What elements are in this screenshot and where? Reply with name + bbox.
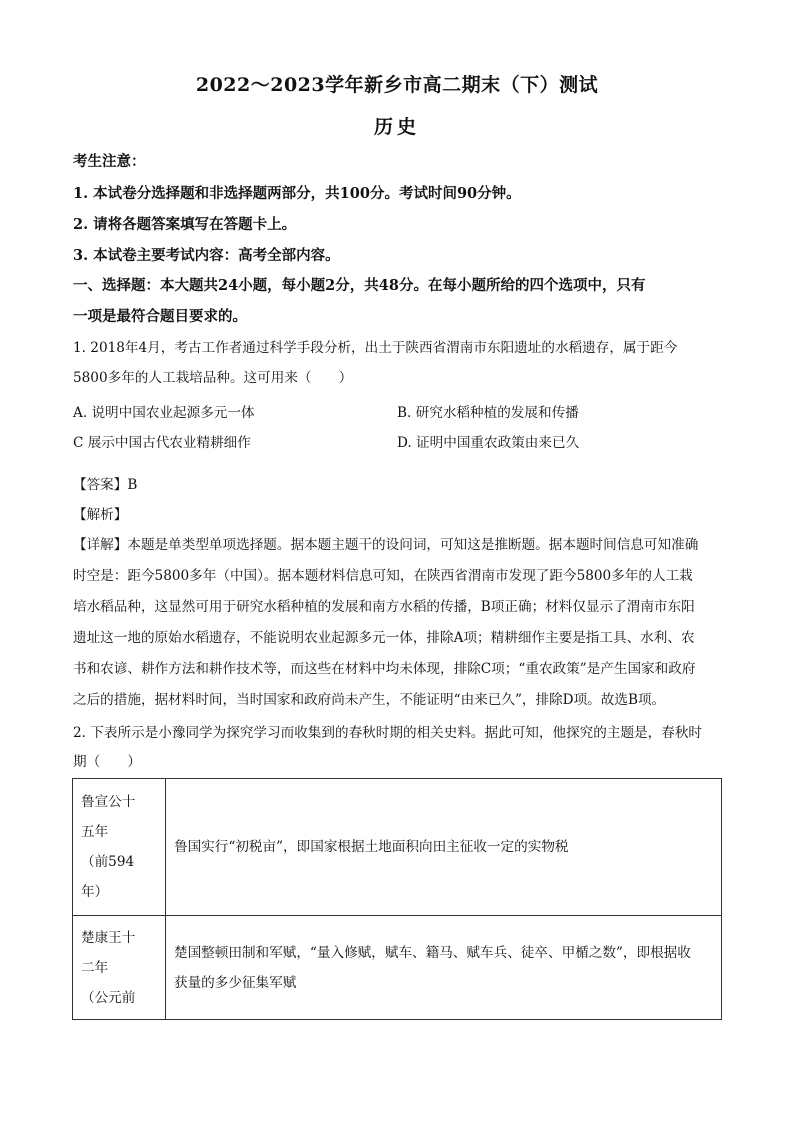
notice-heading: 考生注意： [73, 153, 146, 170]
notice-item-3: 3. 本试卷主要考试内容：高考全部内容。 [73, 247, 340, 264]
q2-stem-line-2: 期（ ） [73, 754, 141, 770]
time-line: 楚康王十 [81, 929, 136, 946]
table-row [73, 916, 722, 1020]
q1-option-b: B. 研究水稻种植的发展和传播 [397, 405, 579, 421]
table-time-cell [73, 779, 166, 916]
content-line: 楚国整顿田制和军赋，“量入修赋，赋车、籍马、赋车兵、徒卒、甲楯之数”，即根据收 [174, 944, 691, 961]
notice-item-2: 2. 请将各题答案填写在答题卡上。 [73, 216, 297, 233]
q1-option-d: D. 证明中国重农政策由来已久 [397, 435, 580, 451]
q1-option-a: A. 说明中国农业起源多元一体 [73, 405, 255, 421]
time-line: 鲁宣公十 [81, 794, 136, 810]
table-time-cell [73, 916, 166, 1020]
section-instructions-line-2: 一项是最符合题目要求的。 [73, 308, 247, 325]
time-line: 五年 [81, 824, 109, 840]
section-instructions-line-1: 一、选择题：本大题共24小题，每小题2分，共48分。在每小题所给的四个选项中，只有 [73, 277, 646, 294]
q1-detail-line-5: 书和农谚、耕作方法和耕作技术等，而这些在材料中均未体现，排除C项；“重农政策”是产生国家和政府 [73, 661, 696, 677]
table-content-cell [166, 916, 722, 1020]
q1-stem-line-1: 1. 2018年4月，考古工作者通过科学手段分析，出土于陕西省渭南市东阳遗址的水稻遗存，属于距今 [73, 340, 678, 356]
content-line: 获量的多少征集军赋 [174, 974, 297, 991]
time-line: 年） [81, 884, 109, 900]
q2-history-table [72, 778, 722, 1020]
subject-title: 历史 [373, 116, 420, 138]
q1-stem-line-2: 5800多年的人工栽培品种。这可用来（ ） [73, 370, 353, 386]
table-row [73, 779, 722, 916]
time-line: （公元前 [81, 989, 136, 1006]
q1-analysis-heading: 【解析】 [73, 507, 128, 523]
q1-detail-line-4: 遗址这一地的原始水稻遗存，不能说明农业起源多元一体，排除A项；精耕细作主要是指工具、水利、农 [73, 630, 695, 646]
q1-detail-line-3: 培水稻品种，这显然可用于研究水稻种植的发展和南方水稻的传播，B项正确；材料仅显示了渭南市东阳 [73, 599, 695, 615]
q1-option-c: C 展示中国古代农业精耕细作 [73, 435, 251, 451]
notice-item-1: 1. 本试卷分选择题和非选择题两部分，共100分。考试时间90分钟。 [73, 185, 521, 202]
content-line: 鲁国实行“初税亩”，即国家根据土地面积向田主征收一定的实物税 [174, 839, 569, 855]
time-line: 二年 [81, 959, 109, 976]
q1-detail-line-2: 时空是：距今5800多年（中国）。据本题材料信息可知，在陕西省渭南市发现了距今5800多年的人工栽 [73, 568, 693, 584]
table-content-cell [166, 779, 722, 916]
q1-detail-line-1: 【详解】本题是单类型单项选择题。据本题主题干的设问词，可知这是推断题。据本题时间信息可知准确 [73, 537, 699, 553]
q2-stem-line-1: 2. 下表所示是小豫同学为探究学习而收集到的春秋时期的相关史料。据此可知，他探究的主题是，春秋时 [73, 725, 703, 741]
q1-detail-line-6: 之后的措施，据材料时间，当时国家和政府尚未产生，不能证明“由来已久”，排除D项。故选B项。 [73, 692, 666, 708]
q1-answer: 【答案】B [73, 477, 138, 493]
time-line: （前594 [81, 854, 135, 870]
exam-title: 2022～2023学年新乡市高二期末（下）测试 [195, 74, 599, 96]
